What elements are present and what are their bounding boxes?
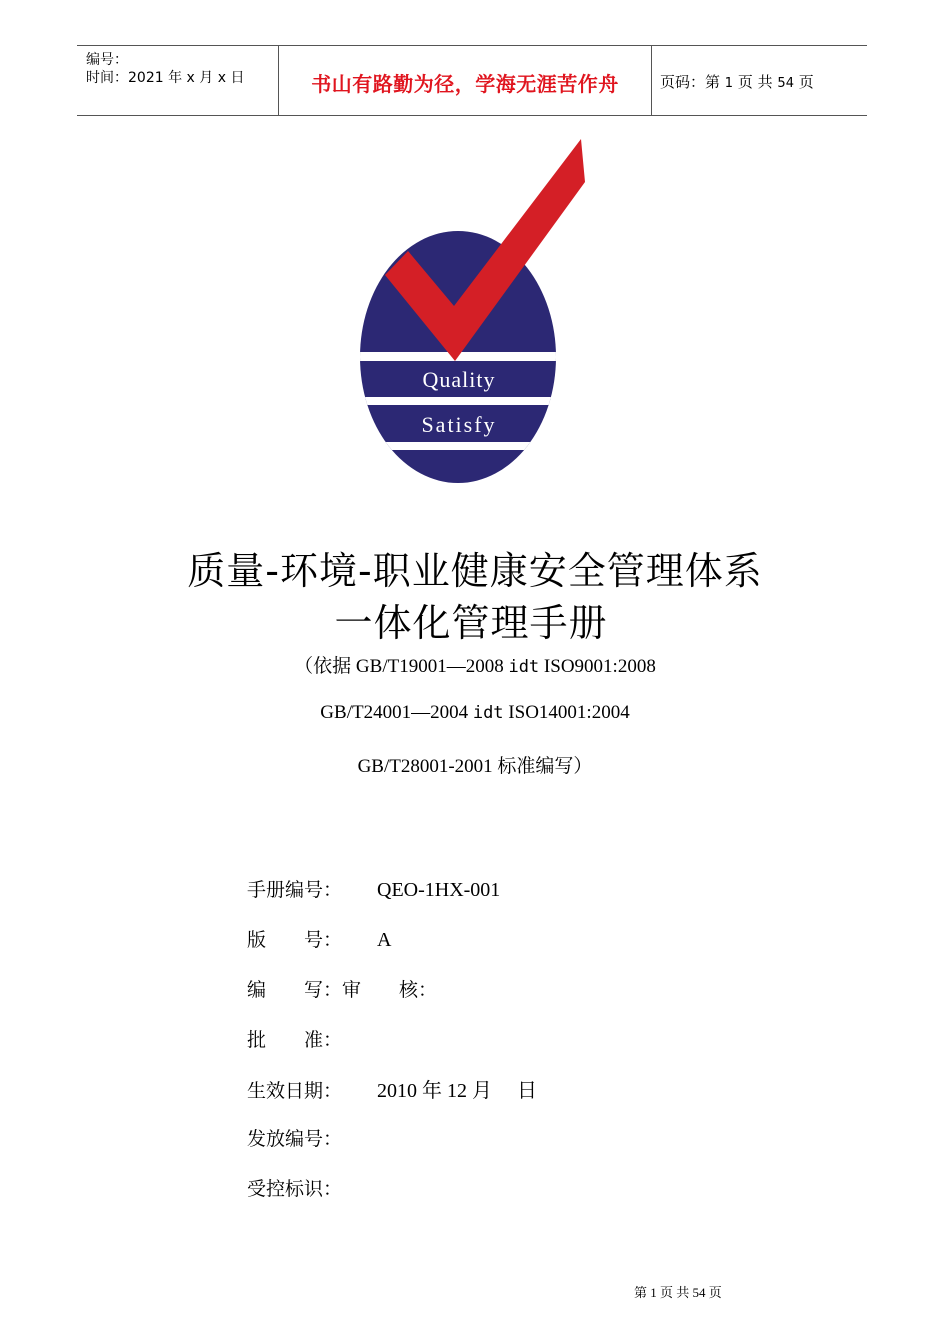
logo-oval bbox=[355, 225, 595, 485]
version-row bbox=[247, 925, 391, 952]
page-total: 54 bbox=[777, 76, 794, 91]
approver-row bbox=[247, 1025, 377, 1052]
basis-line-3: GB/T28001-2001 标准编写） bbox=[357, 756, 593, 777]
page-header bbox=[77, 45, 867, 116]
manual-no-value: QEO-1HX-001 bbox=[377, 879, 501, 901]
issue-no-label: 发放编号： bbox=[247, 1128, 343, 1150]
manual-no-row bbox=[247, 875, 500, 902]
basis-2-suffix: ISO14001:2004 bbox=[503, 702, 630, 723]
page-num: 1 bbox=[724, 76, 734, 91]
effective-date-row bbox=[247, 1074, 537, 1103]
time-label: 时间：2021 年 x 月 x 日 bbox=[86, 70, 245, 86]
manual-no-label: 手册编号： bbox=[247, 879, 343, 901]
writer-reviewer-row bbox=[247, 975, 437, 1002]
control-label: 受控标识： bbox=[247, 1178, 343, 1200]
logo-text-satisfy: Satisfy bbox=[421, 412, 497, 437]
page-label: 页码：第 bbox=[660, 73, 721, 91]
header-meta bbox=[77, 46, 279, 115]
effective-label: 生效日期： bbox=[247, 1080, 343, 1102]
page-of: 页 共 bbox=[737, 73, 773, 91]
header-page-info bbox=[660, 71, 814, 92]
effective-date-value: 2010 年 12 月 日 bbox=[377, 1080, 537, 1102]
page-footer: 第 1 页 共 54 页 bbox=[634, 1285, 722, 1300]
basis-1-prefix: （依据 GB/T19001—2008 bbox=[294, 656, 509, 677]
basis-2-idt: idt bbox=[472, 703, 504, 723]
code-label: 编号： bbox=[86, 52, 128, 68]
page-suffix: 页 bbox=[798, 73, 814, 91]
basis-line-2 bbox=[0, 702, 950, 724]
basis-1-idt: idt bbox=[508, 657, 540, 677]
writer-label: 编 写： bbox=[247, 979, 343, 1001]
issue-no-row bbox=[247, 1124, 377, 1151]
doc-title-line1: 质量-环境-职业健康安全管理体系 bbox=[187, 549, 763, 593]
logo-text-quality: Quality bbox=[422, 367, 496, 392]
header-motto: 书山有路勤为径，学海无涯苦作舟 bbox=[311, 72, 619, 96]
doc-title-line2: 一体化管理手册 bbox=[334, 601, 608, 645]
version-value: A bbox=[377, 929, 392, 951]
basis-2-prefix: GB/T24001—2004 bbox=[320, 702, 473, 723]
basis-1-suffix: ISO9001:2008 bbox=[539, 656, 656, 677]
reviewer-label: 审 核： bbox=[342, 979, 438, 1001]
approver-label: 批 准： bbox=[247, 1029, 343, 1051]
basis-line-1 bbox=[0, 651, 950, 678]
control-mark-row bbox=[247, 1174, 377, 1201]
header-motto-cell bbox=[279, 46, 652, 115]
quality-logo bbox=[355, 135, 595, 485]
version-label: 版 号： bbox=[247, 929, 343, 951]
